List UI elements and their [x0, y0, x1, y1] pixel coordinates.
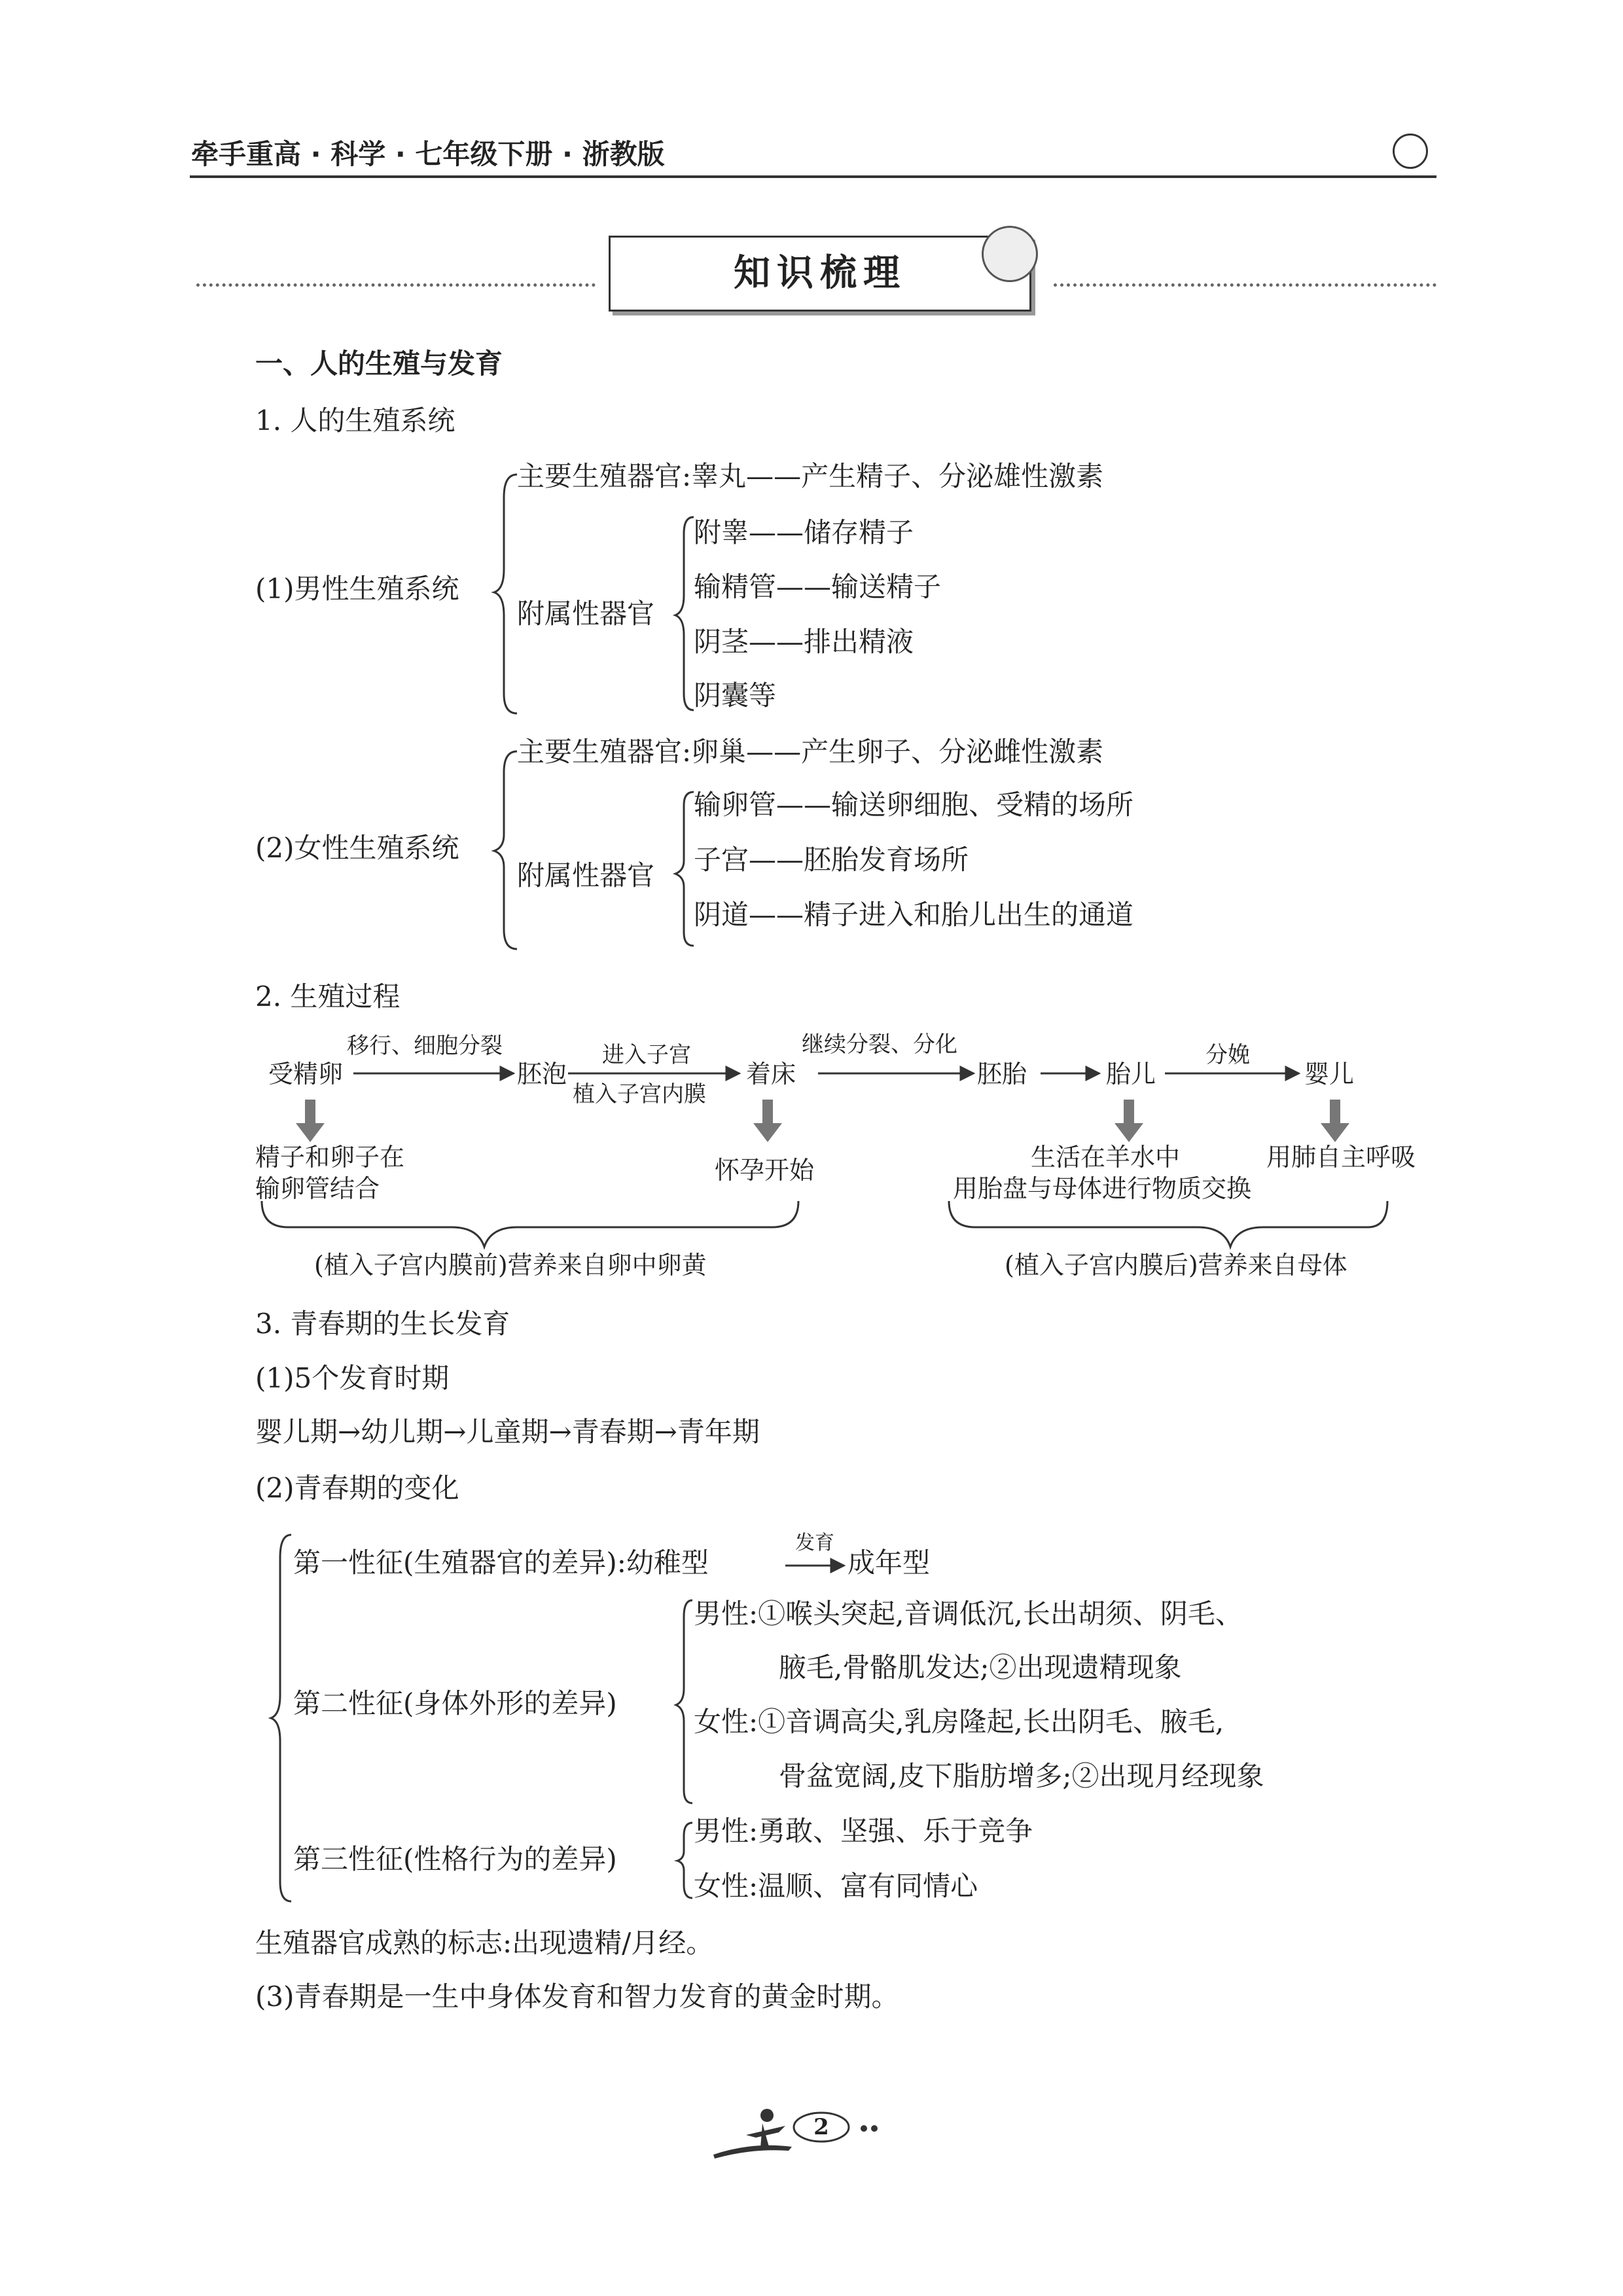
nutrition-after-brace [949, 1201, 1387, 1247]
page-number: 2 [813, 2114, 829, 2140]
third-male: 男性:勇敢、坚强、乐于竞争 [694, 1815, 1033, 1847]
male-item: 阴囊等 [694, 679, 777, 711]
note-pregnancy: 怀孕开始 [715, 1156, 815, 1185]
note-fetus: 生活在羊水中 [1031, 1143, 1181, 1172]
process-node-fetus: 胎儿 [1106, 1060, 1156, 1088]
female-item: 阴道——精子进入和胎儿出生的通道 [694, 899, 1134, 931]
female-item: 子宫——胚胎发育场所 [694, 844, 969, 876]
process-node-baby: 婴儿 [1304, 1060, 1355, 1088]
maturity-sign: 生殖器官成熟的标志:出现遗精/月经。 [255, 1927, 714, 1959]
note-fertilization: 输卵管结合 [255, 1174, 380, 1203]
second-brace [676, 1600, 692, 1803]
period-item: 青年期 [677, 1416, 760, 1448]
sub3-heading: 3. 青春期的生长发育 [255, 1308, 510, 1340]
male-main: 主要生殖器官:睾丸——产生精子、分泌雄性激素 [517, 460, 1104, 492]
period-arrow-icon: → [443, 1416, 467, 1448]
female-accessory-label: 附属性器官 [517, 859, 655, 891]
period-item: 婴儿期 [255, 1416, 338, 1448]
first-trait-arrow-label: 发育 [795, 1532, 834, 1554]
arrow-label-birth: 分娩 [1205, 1042, 1250, 1068]
third-female: 女性:温顺、富有同情心 [694, 1870, 978, 1902]
male-item: 阴茎——排出精液 [694, 626, 914, 658]
note-baby: 用肺自主呼吸 [1266, 1143, 1416, 1172]
nutrition-before-brace [262, 1201, 798, 1247]
male-accessory-label: 附属性器官 [517, 598, 655, 630]
golden-period: (3)青春期是一生中身体发育和智力发育的黄金时期。 [255, 1981, 899, 2013]
process-node-blastocyst: 胚泡 [517, 1060, 567, 1088]
male-label: (1)男性生殖系统 [255, 573, 459, 605]
second-trait-label: 第二性征(身体外形的差异) [293, 1687, 617, 1719]
period-arrow-icon: → [654, 1416, 677, 1448]
nutrition-before: (植入子宫内膜前)营养来自卵中卵黄 [314, 1251, 707, 1280]
section-title: 知识梳理 [734, 251, 906, 295]
changes-label: (2)青春期的变化 [255, 1472, 459, 1504]
female-brace [494, 751, 517, 949]
female-main: 主要生殖器官:卵巢——产生卵子、分泌雌性激素 [517, 736, 1104, 768]
sub1-heading: 1. 人的生殖系统 [255, 404, 455, 437]
down-arrow-1 [296, 1100, 325, 1142]
male-item: 输精管——输送精子 [694, 571, 942, 603]
part1-heading: 一、人的生殖与发育 [255, 348, 503, 380]
arrow-label-enter-uterus: 进入子宫 [602, 1042, 691, 1068]
footer-runner-icon [713, 2109, 792, 2159]
down-arrow-4 [1321, 1100, 1349, 1142]
process-node-embryo: 胚胎 [977, 1060, 1027, 1088]
arrow-label-migrate: 移行、细胞分裂 [347, 1033, 503, 1059]
second-female-line: 骨盆宽阔,皮下脂肪增多;②出现月经现象 [779, 1760, 1264, 1792]
first-trait-result: 成年型 [847, 1547, 931, 1579]
female-label: (2)女性生殖系统 [255, 832, 459, 864]
female-item: 输卵管——输送卵细胞、受精的场所 [694, 789, 1134, 821]
male-brace [494, 475, 517, 713]
male-item: 附睾——储存精子 [694, 516, 914, 548]
female-inner-brace [675, 792, 694, 946]
changes-brace [271, 1535, 291, 1901]
second-male-line: 男性:①喉头突起,音调低沉,长出胡须、阴毛、 [694, 1598, 1243, 1630]
process-node-implantation: 着床 [746, 1060, 796, 1088]
period-arrow-icon: → [548, 1416, 572, 1448]
arrow-label-implant: 植入子宫内膜 [573, 1081, 706, 1107]
nutrition-after: (植入子宫内膜后)营养来自母体 [1005, 1251, 1347, 1280]
first-trait-label: 第一性征(生殖器官的差异):幼稚型 [293, 1547, 709, 1579]
third-trait-label: 第三性征(性格行为的差异) [293, 1843, 617, 1875]
period-item: 幼儿期 [361, 1416, 444, 1448]
down-arrow-3 [1115, 1100, 1143, 1142]
male-inner-brace [675, 517, 694, 710]
periods-label: (1)5个发育时期 [255, 1362, 450, 1394]
process-node-zygote: 受精卵 [268, 1060, 344, 1088]
periods-row [255, 1415, 760, 1449]
period-item: 青春期 [571, 1416, 654, 1448]
down-arrow-2 [753, 1100, 782, 1142]
note-fetus: 用胎盘与母体进行物质交换 [953, 1174, 1252, 1203]
sub2-heading: 2. 生殖过程 [255, 980, 401, 1013]
period-arrow-icon: → [338, 1416, 361, 1448]
second-female-line: 女性:①音调高尖,乳房隆起,长出阴毛、腋毛, [694, 1706, 1224, 1738]
arrow-label-divide: 继续分裂、分化 [802, 1031, 957, 1058]
header-title: 牵手重高 · 科学 · 七年级下册 · 浙教版 [191, 138, 665, 170]
second-male-line: 腋毛,骨骼肌发达;②出现遗精现象 [779, 1651, 1182, 1683]
period-item: 儿童期 [466, 1416, 549, 1448]
note-fertilization: 精子和卵子在 [255, 1143, 405, 1172]
third-brace [677, 1823, 692, 1898]
